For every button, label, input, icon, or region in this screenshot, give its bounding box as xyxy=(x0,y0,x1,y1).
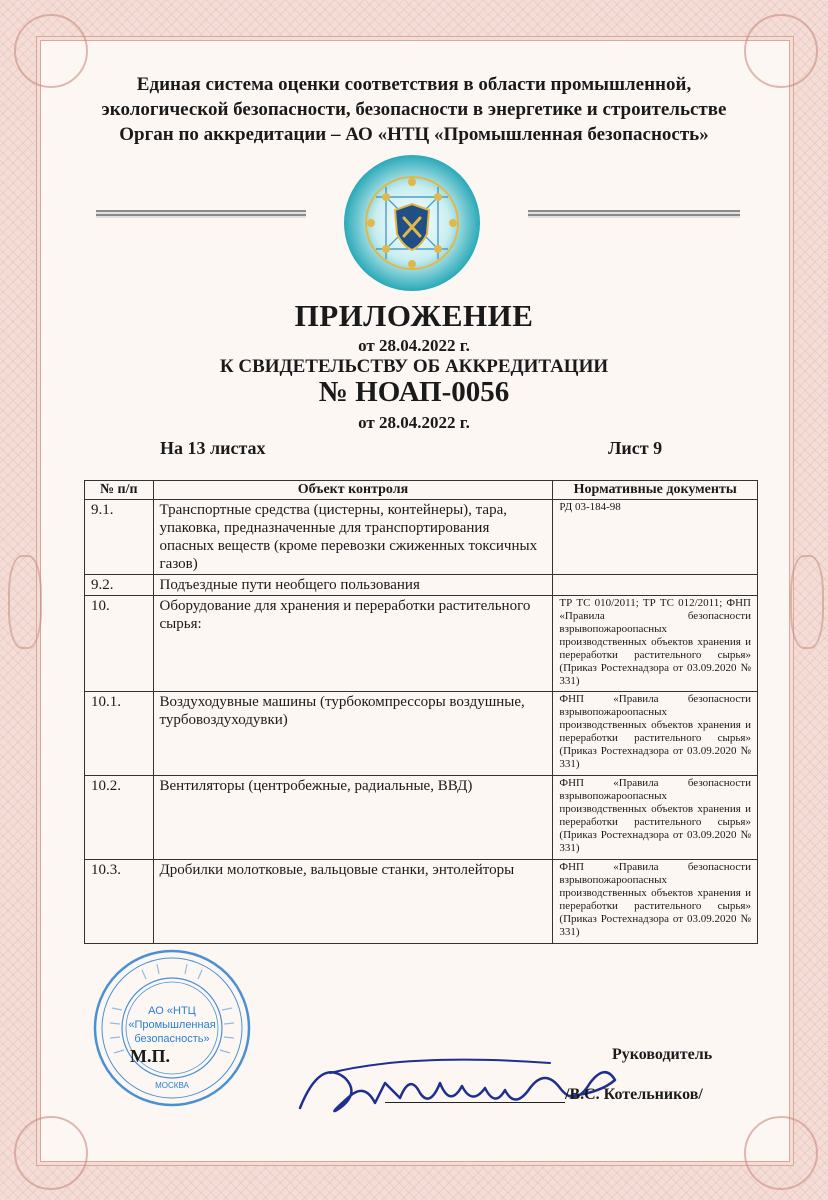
stamp-text: АО «НТЦ xyxy=(148,1005,196,1017)
table-row xyxy=(85,500,758,575)
table-row xyxy=(85,596,758,692)
row-number: 9.2. xyxy=(85,575,154,596)
row-number: 9.1. xyxy=(85,500,154,575)
sheet-number: Лист 9 xyxy=(608,438,663,458)
corner-ornament xyxy=(14,1116,88,1190)
row-docs: ФНП «Правила безопасности взрывопожароопасных производственных объектов хранения и переработки растительного сырья» (Приказ Ростехнадзора от 03.09.2020 № 331) xyxy=(553,692,758,776)
table-header-row xyxy=(85,481,758,500)
sheets-total: На 13 листах xyxy=(160,438,266,458)
stamp-text: безопасность» xyxy=(134,1033,210,1045)
header-line: Орган по аккредитации – АО «НТЦ «Промышленная безопасность» xyxy=(119,124,709,145)
document-title: ПРИЛОЖЕНИЕ xyxy=(294,298,534,333)
table-row xyxy=(85,575,758,596)
row-object: Оборудование для хранения и переработки растительного сырья: xyxy=(153,596,553,692)
row-object: Воздуходувные машины (турбокомпрессоры воздушные, турбовоздуходувки) xyxy=(153,692,553,776)
column-header-docs: Нормативные документы xyxy=(553,481,758,500)
stamp-text: «Промышленная xyxy=(128,1019,216,1031)
decorative-rule xyxy=(528,210,740,218)
corner-ornament xyxy=(744,1116,818,1190)
table-row xyxy=(85,692,758,776)
round-seal-stamp xyxy=(92,948,252,1108)
row-number: 10.2. xyxy=(85,776,154,860)
row-object: Транспортные средства (цистерны, контейнеры), тара, упаковка, предназначенные для транспортирования опасных веществ (кроме перевозки сжиженных токсичных газов) xyxy=(153,500,553,575)
document-date: от 28.04.2022 г. xyxy=(358,336,470,355)
row-object: Подъездные пути необщего пользования xyxy=(153,575,553,596)
row-number: 10.1. xyxy=(85,692,154,776)
certificate-date: от 28.04.2022 г. xyxy=(358,413,470,432)
seal-place-label: М.П. xyxy=(130,1046,170,1066)
row-docs: ФНП «Правила безопасности взрывопожароопасных производственных объектов хранения и переработки растительного сырья» (Приказ Ростехнадзора от 03.09.2020 № 331) xyxy=(553,776,758,860)
decorative-rule xyxy=(96,210,306,218)
table-row xyxy=(85,776,758,860)
header-line: экологической безопасности, безопасности в энергетике и строительстве xyxy=(101,99,727,120)
column-header-object: Объект контроля xyxy=(153,481,553,500)
emblem-logo-icon xyxy=(341,152,483,294)
row-number: 10.3. xyxy=(85,860,154,944)
header-line: Единая система оценки соответствия в области промышленной, xyxy=(136,74,692,95)
signer-role: Руководитель xyxy=(612,1046,713,1063)
issuer-header xyxy=(0,72,828,147)
row-object: Вентиляторы (центробежные, радиальные, ВВД) xyxy=(153,776,553,860)
signer-name: /В.С. Котельников/ xyxy=(565,1086,703,1103)
row-number: 10. xyxy=(85,596,154,692)
certificate-title: К СВИДЕТЕЛЬСТВУ ОБ АККРЕДИТАЦИИ xyxy=(219,356,609,377)
certificate-number: № НОАП-0056 xyxy=(318,376,510,408)
table-row xyxy=(85,860,758,944)
row-docs: ТР ТС 010/2011; ТР ТС 012/2011; ФНП «Правила безопасности взрывопожароопасных производственных объектов хранения и переработки растительного сырья» (Приказ Ростехнадзора от 03.09.2020 № 331) xyxy=(553,596,758,692)
side-ornament xyxy=(8,555,42,649)
side-ornament xyxy=(790,555,824,649)
row-docs: ФНП «Правила безопасности взрывопожароопасных производственных объектов хранения и переработки растительного сырья» (Приказ Ростехнадзора от 03.09.2020 № 331) xyxy=(553,860,758,944)
column-header-number: № п/п xyxy=(85,481,154,500)
accreditation-scope-table xyxy=(84,480,758,944)
row-docs: РД 03-184-98 xyxy=(553,500,758,575)
row-object: Дробилки молотковые, вальцовые станки, энтолейторы xyxy=(153,860,553,944)
stamp-city: МОСКВА xyxy=(155,1081,189,1090)
row-docs xyxy=(553,575,758,596)
